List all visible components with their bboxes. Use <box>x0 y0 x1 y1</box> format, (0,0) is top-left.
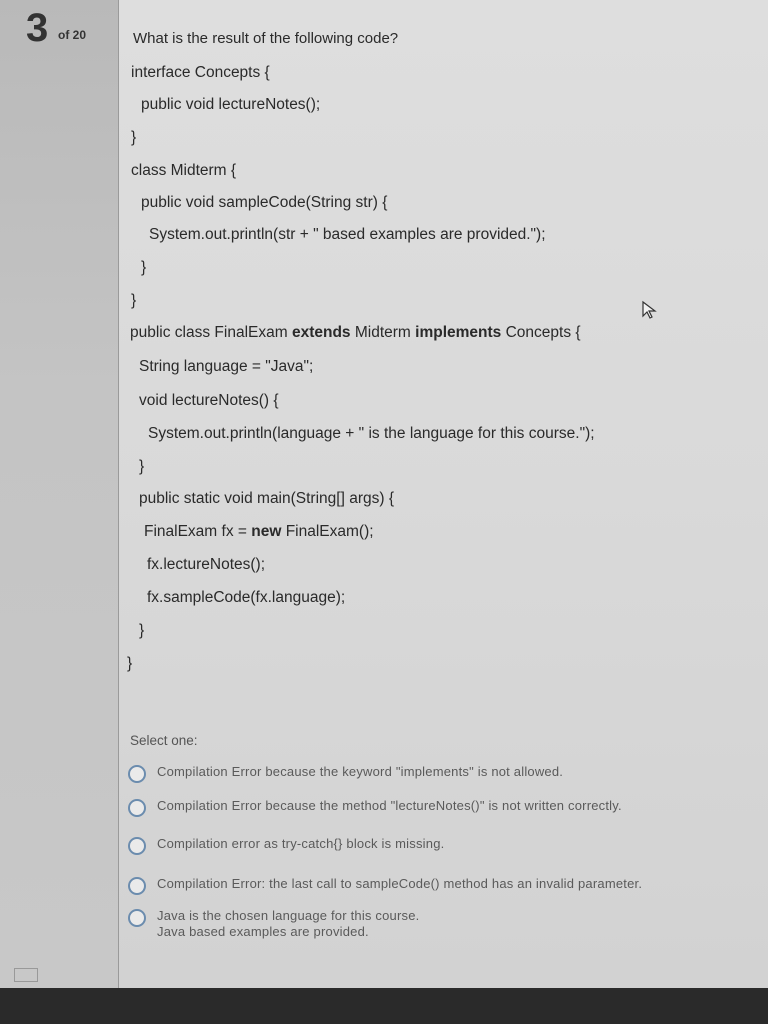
code-line: fx.sampleCode(fx.language); <box>147 589 346 606</box>
code-line: public static void main(String[] args) { <box>139 490 394 507</box>
answer-option-label: Compilation Error because the keyword "implements" is not allowed. <box>157 764 564 779</box>
question-number: 3 <box>26 6 49 50</box>
answer-option[interactable] <box>128 908 419 940</box>
select-one-label: Select one: <box>130 733 198 748</box>
radio-button[interactable] <box>128 877 146 895</box>
code-line: fx.lectureNotes(); <box>147 556 266 573</box>
code-line: System.out.println(str + " based examples are provided."); <box>149 226 546 243</box>
code-line: } <box>131 292 137 309</box>
radio-button[interactable] <box>128 799 146 817</box>
code-line: } <box>131 129 137 146</box>
answer-option-label: Compilation error as try-catch{} block is missing. <box>157 836 445 851</box>
code-line: FinalExam fx = new FinalExam(); <box>144 523 374 540</box>
radio-button[interactable] <box>128 765 146 783</box>
code-line: class Midterm { <box>131 162 237 179</box>
answer-option[interactable] <box>128 798 622 817</box>
code-line: public class FinalExam extends Midterm implements Concepts { <box>130 324 581 341</box>
code-line: } <box>141 259 147 276</box>
code-line: interface Concepts { <box>131 64 270 81</box>
flag-question-icon[interactable] <box>14 968 38 982</box>
code-line: public void lectureNotes(); <box>141 96 321 113</box>
code-line: String language = "Java"; <box>139 358 314 375</box>
code-line: void lectureNotes() { <box>139 392 279 409</box>
answer-option[interactable] <box>128 876 642 895</box>
question-prompt: What is the result of the following code? <box>133 30 399 47</box>
answer-option-label: Compilation Error: the last call to sampleCode() method has an invalid parameter. <box>157 876 643 891</box>
answer-option[interactable] <box>128 764 563 783</box>
answer-option-label: Compilation Error because the method "lectureNotes()" is not written correctly. <box>157 798 622 813</box>
code-line: public void sampleCode(String str) { <box>141 194 388 211</box>
code-line: } <box>127 655 133 672</box>
screen-bezel <box>0 988 768 1024</box>
answer-option[interactable] <box>128 836 444 855</box>
code-line: System.out.println(language + " is the language for this course."); <box>148 425 595 442</box>
code-line: } <box>139 622 145 639</box>
question-nav-panel <box>0 0 119 988</box>
mouse-cursor-icon <box>640 300 660 320</box>
answer-option-label: Java is the chosen language for this course. Java based examples are provided. <box>157 908 420 939</box>
code-line: } <box>139 458 145 475</box>
radio-button[interactable] <box>128 837 146 855</box>
radio-button[interactable] <box>128 909 146 927</box>
question-total: of 20 <box>58 28 87 42</box>
